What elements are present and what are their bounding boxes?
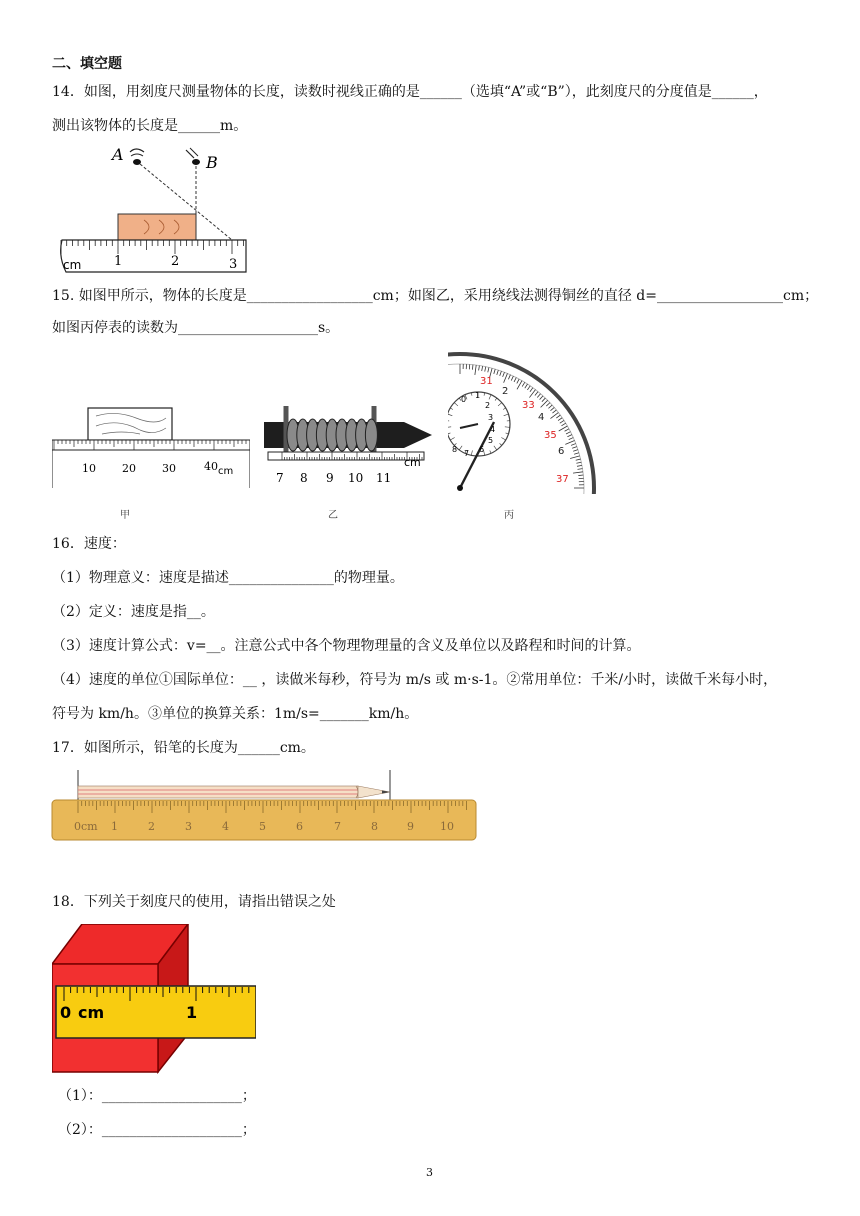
q18-answer2: （2）：____________________； <box>58 1122 256 1138</box>
ruler-tick <box>578 475 583 476</box>
q16-item4-line2: 符号为 km/h。③单位的换算关系：1m/s=_______km/h。 <box>52 706 419 722</box>
tick-label: 11 <box>376 471 392 485</box>
ruler-zero: 0 <box>60 1003 72 1022</box>
tick-label: 3 <box>229 257 238 272</box>
tick-label: 30 <box>162 462 176 475</box>
q15-stopwatch-figure <box>448 352 600 494</box>
q16-item4-line1: （4）速度的单位①国际单位：__ ，读做米每秒，符号为 m/s 或 m·s-1。②常用单位：千米/小时，读做千米每小时， <box>52 672 778 688</box>
pencil <box>78 786 390 798</box>
tick-label: 10 <box>82 462 96 475</box>
ruler-unit: cm <box>63 258 82 272</box>
ruler-one: 1 <box>186 1003 198 1022</box>
q14-ruler-figure <box>54 142 254 276</box>
q15-figure-a <box>52 404 250 488</box>
q16-title: 16．速度： <box>52 536 126 552</box>
copper-wire-coil <box>286 406 377 452</box>
q18-answer1: （1）：____________________； <box>58 1088 256 1104</box>
q15-line2: 如图丙停表的读数为____________________s。 <box>52 320 340 336</box>
inner-number: 4 <box>490 425 496 434</box>
tick-label: 9 <box>326 471 334 485</box>
ruler-unit: cm <box>218 466 234 477</box>
q16-item2: （2）定义：速度是指__。 <box>52 604 215 620</box>
measured-object <box>118 214 196 240</box>
inner-number: 3 <box>488 413 494 422</box>
eye-a-icon <box>130 149 144 165</box>
tick-label: 10 <box>348 471 364 485</box>
q18-cube-ruler-figure <box>52 924 256 1076</box>
tick-label: 40 <box>204 460 218 473</box>
inner-number: 1 <box>475 391 481 400</box>
tick-label: 8 <box>300 471 308 485</box>
outer-number: 2 <box>502 386 509 397</box>
ruler-unit: cm <box>404 456 421 469</box>
outer-number: 31 <box>480 376 493 387</box>
q17-text: 17．如图所示，铅笔的长度为______cm。 <box>52 740 315 756</box>
q17-pencil-ruler-figure <box>50 768 480 844</box>
tick-label: 9 <box>407 820 414 833</box>
section-title: 二、填空题 <box>52 56 122 72</box>
tick-label: 4 <box>222 820 229 833</box>
eye-a-label: A <box>112 145 124 164</box>
tick-label: 10 <box>440 820 454 833</box>
eye-b-icon <box>186 148 200 165</box>
ruler-unit: cm <box>78 1003 105 1022</box>
tick-label: 8 <box>371 820 378 833</box>
caption-bing: 丙 <box>504 510 514 521</box>
ruler-body <box>61 240 246 272</box>
tick-label: 20 <box>122 462 136 475</box>
tick-label: 5 <box>259 820 266 833</box>
inner-number: 2 <box>485 401 491 410</box>
tick-label: 7 <box>276 471 284 485</box>
q16-item1: （1）物理意义：速度是描述_______________的物理量。 <box>52 570 404 586</box>
outer-number: 4 <box>538 412 545 423</box>
q15-line1: 15. 如图甲所示，物体的长度是__________________cm；如图乙，采用绕线法测得铜丝的直径 d=__________________cm； <box>52 288 819 304</box>
inner-number: 5 <box>488 436 494 445</box>
page-number: 3 <box>426 1166 433 1179</box>
q16-item3: （3）速度计算公式：v=__。注意公式中各个物理物理量的含义及单位以及路程和时间的计算。 <box>52 638 641 654</box>
outer-number: 6 <box>558 446 565 457</box>
outer-number: 37 <box>556 474 569 485</box>
q18-text: 18．下列关于刻度尺的使用，请指出错误之处 <box>52 894 336 910</box>
tick-label: 3 <box>185 820 192 833</box>
wire-turn <box>365 419 377 451</box>
inner-number: 7 <box>464 449 470 458</box>
inner-number: 0 <box>461 395 467 404</box>
inner-number: 6 <box>479 445 485 454</box>
caption-yi: 乙 <box>328 510 338 521</box>
outer-number: 33 <box>522 400 535 411</box>
q14-line2: 测出该物体的长度是______m。 <box>52 118 248 134</box>
q15-figure-b <box>264 402 434 490</box>
ruler-tick <box>472 365 473 370</box>
tick-label: 1 <box>114 254 123 269</box>
q14-line1: 14．如图，用刻度尺测量物体的长度，读数时视线正确的是______（选填“A”或“B”），此刻度尺的分度值是______， <box>52 84 768 100</box>
wood-block <box>88 408 172 440</box>
tick-label: 1 <box>111 820 118 833</box>
caption-jia: 甲 <box>120 510 130 521</box>
tick-label: 6 <box>296 820 303 833</box>
outer-number: 35 <box>544 430 557 441</box>
inner-number: 8 <box>452 445 458 454</box>
tick-label: 7 <box>334 820 341 833</box>
tick-label: 2 <box>148 820 155 833</box>
tick-label: 2 <box>171 254 180 269</box>
tick-label: 0cm <box>74 820 98 833</box>
eye-b-label: B <box>206 153 218 172</box>
